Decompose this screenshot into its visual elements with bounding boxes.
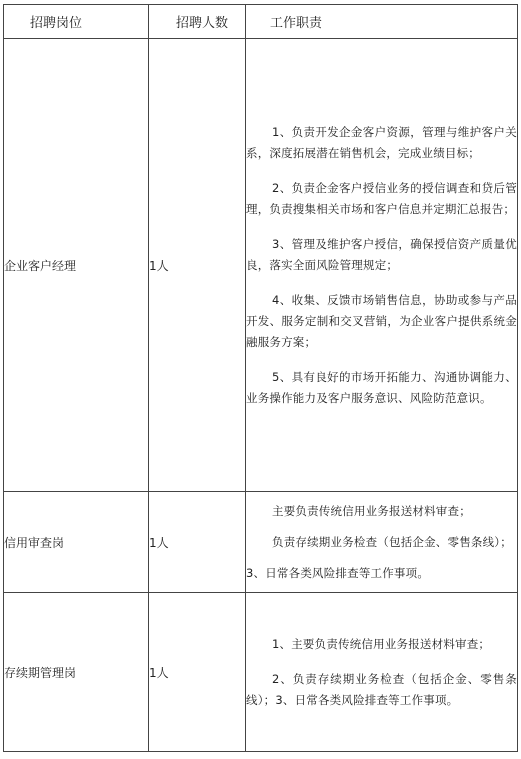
count-cell: 1人 — [149, 39, 246, 492]
duty-item: 1、负责开发企金客户资源，管理与维护客户关系，深度拓展潜在销售机会，完成业绩目标； — [246, 124, 517, 160]
position-cell: 企业客户经理 — [4, 39, 149, 492]
duty-item: 2、负责存续期业务检查（包括企金、零售条线）；3、日常各类风险排查等工作事项。 — [246, 671, 517, 707]
table-header-row — [4, 5, 518, 39]
position-cell: 存续期管理岗 — [4, 593, 149, 752]
table-row — [4, 593, 518, 752]
header-position: 招聘岗位 — [4, 5, 149, 39]
recruitment-table — [3, 4, 518, 752]
duty-item: 2、负责企金客户授信业务的授信调查和贷后管理，负责搜集相关市场和客户信息并定期汇总报告； — [246, 180, 517, 216]
duty-item: 3、日常各类风险排查等工作事项。 — [246, 565, 430, 580]
duties-cell — [246, 593, 518, 752]
position-cell: 信用审查岗 — [4, 492, 149, 593]
duty-item: 3、管理及维护客户授信，确保授信资产质量优良，落实全面风险管理规定； — [246, 236, 517, 272]
duty-item: 4、收集、反馈市场销售信息，协助或参与产品开发、服务定制和交叉营销，为企业客户提供系统金融服务方案； — [246, 292, 517, 349]
table-row — [4, 492, 518, 593]
duty-item: 主要负责传统信用业务报送材料审查； — [272, 503, 471, 518]
duty-item: 负责存续期业务检查（包括企金、零售条线）； — [272, 534, 512, 549]
count-cell: 1人 — [149, 492, 246, 593]
duties-cell — [246, 39, 518, 492]
table-row — [4, 39, 518, 492]
header-count: 招聘人数 — [149, 5, 246, 39]
duties-cell — [246, 492, 518, 593]
duty-item: 1、主要负责传统信用业务报送材料审查； — [272, 636, 491, 651]
header-duties: 工作职责 — [246, 5, 518, 39]
duty-item: 5、具有良好的市场开拓能力、沟通协调能力、业务操作能力及客户服务意识、风险防范意识。 — [246, 369, 517, 405]
count-cell: 1人 — [149, 593, 246, 752]
